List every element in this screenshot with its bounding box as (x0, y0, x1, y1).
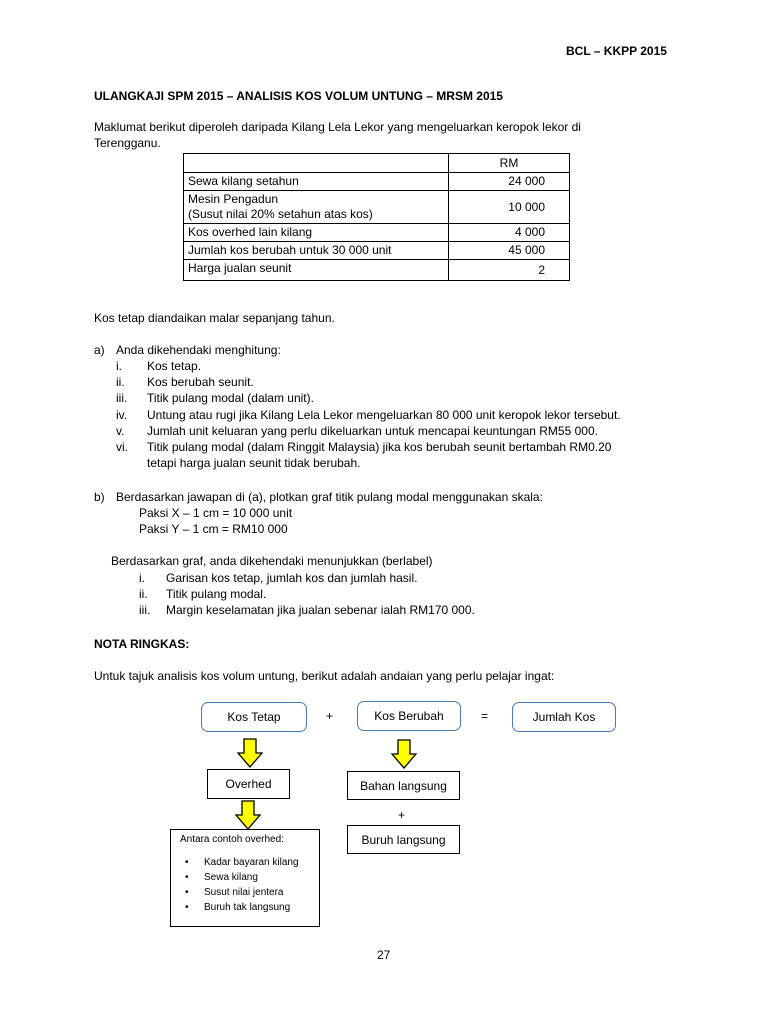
question-a-intro: Anda dikehendaki menghitung: (116, 343, 281, 357)
question-b-label: b) (94, 490, 105, 504)
item-number: ii. (139, 587, 148, 602)
assumption-text: Kos tetap diandaikan malar sepanjang tahun. (94, 311, 335, 325)
item-number: i. (139, 571, 145, 585)
item-text: Untung atau rugi jika Kilang Lela Lekor mengeluarkan 80 000 unit keropok lekor tersebut. (147, 407, 621, 422)
item-text: Jumlah unit keluaran yang perlu dikeluarkan untuk mencapai keuntungan RM55 000. (147, 423, 598, 438)
examples-list (180, 855, 319, 915)
item-number: i. (116, 359, 122, 373)
list-item: • Susut nilai jentera (204, 885, 319, 900)
item-number: iv. (116, 407, 128, 422)
down-arrow-icon (391, 739, 417, 769)
item-number: iii. (116, 391, 128, 406)
cost-table (183, 153, 570, 281)
question-a-label: a) (94, 343, 105, 357)
row-label: Mesin Pengadun (188, 192, 279, 206)
item-text: tetapi harga jualan seunit tidak berubah. (147, 456, 361, 471)
row-value: 2 (449, 260, 570, 281)
question-b-intro: Berdasarkan jawapan di (a), plotkan graf titik pulang modal menggunakan skala: (116, 490, 543, 504)
notes-heading: NOTA RINGKAS: (94, 637, 190, 651)
intro-line-1: Maklumat berikut diperoleh daripada Kilang Lela Lekor yang mengeluarkan keropok lekor di (94, 120, 581, 134)
row-value: 24 000 (449, 173, 570, 191)
table-cell (184, 154, 449, 173)
currency-header: RM (449, 154, 570, 173)
item-number: vi. (116, 439, 128, 454)
item-text: Titik pulang modal (dalam unit). (147, 391, 314, 406)
row-label: Sewa kilang setahun (184, 173, 449, 191)
row-label-group (184, 191, 449, 224)
list-item: • Kadar bayaran kilang (204, 855, 319, 870)
row-label: Jumlah kos berubah untuk 30 000 unit (184, 242, 449, 260)
intro-line-2: Terengganu. (94, 136, 161, 150)
table-row (184, 242, 570, 260)
table-row (184, 224, 570, 242)
row-value: 45 000 (449, 242, 570, 260)
list-item: • Sewa kilang (204, 870, 319, 885)
table-row (184, 191, 570, 224)
item-text: Kos berubah seunit. (147, 375, 254, 390)
examples-title: Antara contoh overhed: (180, 834, 284, 845)
total-cost-box: Jumlah Kos (512, 702, 616, 732)
plus-operator-2: + (398, 808, 406, 822)
item-number: ii. (116, 375, 125, 390)
row-value: 10 000 (449, 191, 570, 224)
graph-intro: Berdasarkan graf, anda dikehendaki menunjukkan (berlabel) (111, 554, 433, 568)
item-text: Titik pulang modal (dalam Ringgit Malaysia) jika kos berubah seunit bertambah RM0.20 (147, 439, 612, 454)
row-sublabel: (Susut nilai 20% setahun atas kos) (188, 207, 373, 221)
item-text: Kos tetap. (147, 359, 202, 373)
item-text: Margin keselamatan jika jualan sebenar ialah RM170 000. (166, 603, 475, 618)
overhead-box: Overhed (207, 769, 290, 799)
page-title: ULANGKAJI SPM 2015 – ANALISIS KOS VOLUM UNTUNG – MRSM 2015 (94, 89, 503, 103)
list-item: • Buruh tak langsung (204, 900, 319, 915)
plus-operator: + (326, 709, 334, 723)
table-row (184, 260, 570, 281)
table-row (184, 173, 570, 191)
direct-labour-box: Buruh langsung (347, 825, 460, 854)
item-number: v. (116, 423, 125, 438)
equals-operator: = (481, 709, 489, 723)
overhead-examples-box (170, 829, 320, 927)
page-number: 27 (377, 948, 391, 962)
down-arrow-icon (237, 738, 263, 768)
direct-material-box: Bahan langsung (347, 771, 460, 800)
scale-x: Paksi X – 1 cm = 10 000 unit (139, 506, 293, 520)
item-text: Titik pulang modal. (166, 587, 267, 602)
variable-cost-box: Kos Berubah (357, 701, 461, 731)
notes-intro: Untuk tajuk analisis kos volum untung, berikut adalah andaian yang perlu pelajar ingat: (94, 669, 555, 683)
row-value: 4 000 (449, 224, 570, 242)
fixed-cost-box: Kos Tetap (201, 702, 307, 732)
item-text: Garisan kos tetap, jumlah kos dan jumlah hasil. (166, 571, 418, 585)
row-label: Kos overhed lain kilang (184, 224, 449, 242)
header-code: BCL – KKPP 2015 (566, 44, 667, 58)
scale-y: Paksi Y – 1 cm = RM10 000 (139, 522, 288, 536)
item-number: iii. (139, 603, 151, 618)
down-arrow-icon (235, 800, 261, 830)
table-header-row (184, 154, 570, 173)
row-label: Harga jualan seunit (184, 260, 449, 281)
